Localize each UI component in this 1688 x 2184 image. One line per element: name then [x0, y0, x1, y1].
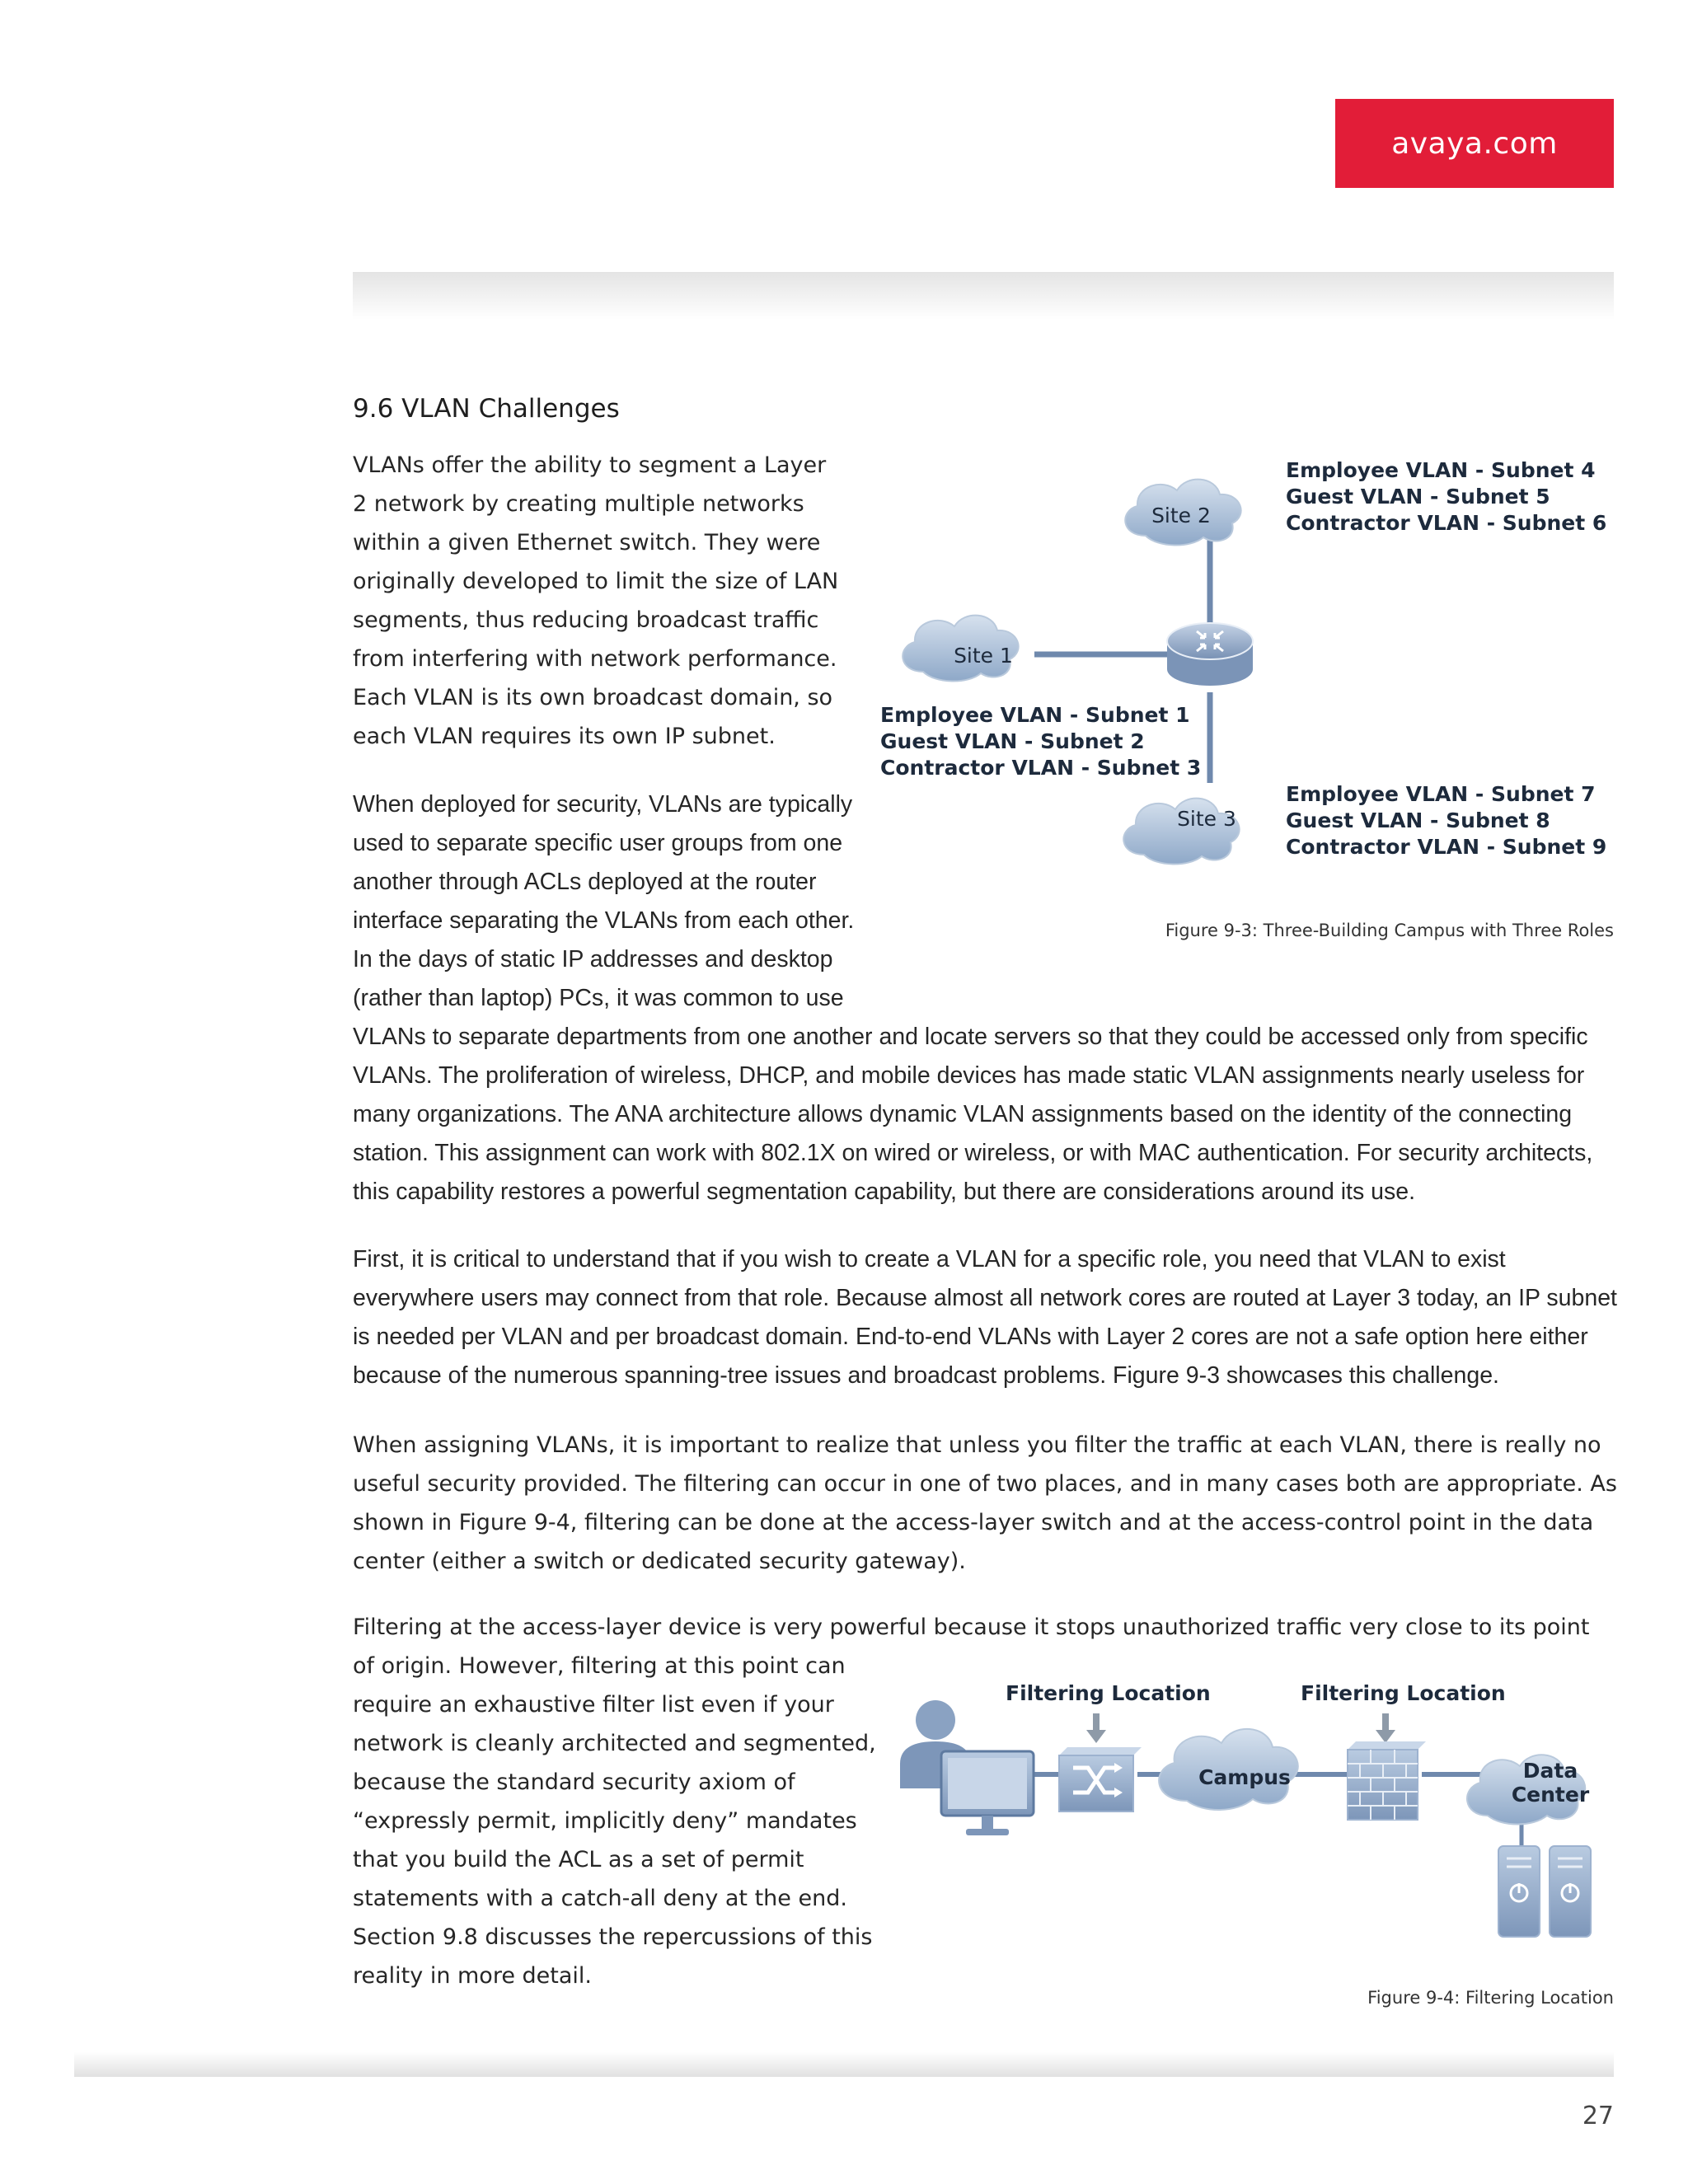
figure-9-3-diagram	[874, 445, 1615, 865]
site-3-label: Site 3	[1177, 807, 1236, 831]
text-line: of origin. However, filtering at this point can	[353, 1653, 846, 1679]
text-line: because of the numerous spanning-tree issues and broadcast problems. Figure 9-3 showcases this challenge.	[353, 1362, 1499, 1389]
text-line: 2 network by creating multiple networks	[353, 491, 804, 517]
text-line: everywhere users may connect from that role. Because almost all network cores are routed at Layer 3 today, an IP subnet	[353, 1285, 1617, 1311]
arrow-down-icon	[1376, 1713, 1395, 1743]
text-line: because the standard security axiom of	[353, 1769, 795, 1795]
text-line: “expressly permit, implicitly deny” mandates	[353, 1808, 857, 1834]
site-2-vlan-label: Guest VLAN - Subnet 5	[1286, 485, 1550, 509]
text-line: reality in more detail.	[353, 1963, 592, 1989]
text-line: require an exhaustive filter list even if your	[353, 1692, 834, 1718]
text-line: many organizations. The ANA architecture allows dynamic VLAN assignments based on the identity of the connecting	[353, 1101, 1573, 1127]
site-2-label: Site 2	[1151, 504, 1211, 527]
site-1-vlan-label: Guest VLAN - Subnet 2	[880, 729, 1145, 753]
data-center-label: Data	[1522, 1759, 1578, 1783]
text-line: shown in Figure 9-4, filtering can be done at the access-layer switch and at the access-control point in the data	[353, 1510, 1594, 1535]
text-line: is needed per VLAN and per broadcast domain. End-to-end VLANs with Layer 2 cores are not a safe option here either	[353, 1324, 1588, 1350]
text-line: originally developed to limit the size of LAN	[353, 569, 839, 594]
figure-9-3-caption: Figure 9-3: Three-Building Campus with Three Roles	[1165, 921, 1614, 940]
text-line: (rather than laptop) PCs, it was common to use	[353, 985, 844, 1011]
text-line: When assigning VLANs, it is important to realize that unless you filter the traffic at each VLAN, there is really no	[353, 1432, 1601, 1458]
text-line: When deployed for security, VLANs are typically	[353, 791, 853, 818]
text-line: Filtering at the access-layer device is very powerful because it stops unauthorized traffic very close to its point	[353, 1615, 1590, 1640]
server-icon	[1550, 1846, 1591, 1937]
site-3-vlan-label: Employee VLAN - Subnet 7	[1286, 782, 1596, 806]
section-title: 9.6 VLAN Challenges	[353, 394, 620, 424]
text-line: Section 9.8 discusses the repercussions of this	[353, 1924, 873, 1950]
page-number: 27	[1582, 2102, 1614, 2130]
data-center-label: Center	[1511, 1783, 1590, 1807]
text-line: center (either a switch or dedicated security gateway).	[353, 1549, 966, 1574]
text-line: from interfering with network performance.	[353, 646, 837, 672]
site-3-vlan-label: Contractor VLAN - Subnet 9	[1286, 835, 1607, 859]
arrow-down-icon	[1086, 1713, 1106, 1743]
monitor-icon	[941, 1751, 1034, 1835]
text-line: VLANs offer the ability to segment a Layer	[353, 452, 827, 478]
figure-9-4-diagram	[890, 1677, 1615, 1957]
campus-label: Campus	[1198, 1765, 1291, 1789]
filtering-location-label-2: Filtering Location	[1301, 1681, 1506, 1705]
figure-9-4-caption: Figure 9-4: Filtering Location	[1367, 1988, 1614, 2008]
paragraph-3	[353, 1240, 1617, 1395]
text-line: First, it is critical to understand that if you wish to create a VLAN for a specific role, you need that VLAN to exist	[353, 1246, 1506, 1272]
site-1-vlan-label: Employee VLAN - Subnet 1	[880, 703, 1190, 727]
text-line: network is cleanly architected and segmented,	[353, 1731, 876, 1756]
site-2-vlan-label: Employee VLAN - Subnet 4	[1286, 458, 1596, 482]
switch-icon	[1059, 1747, 1142, 1811]
firewall-icon	[1348, 1741, 1426, 1820]
text-line: segments, thus reducing broadcast traffic	[353, 607, 819, 633]
text-line: station. This assignment can work with 802.1X on wired or wireless, or with MAC authentication. For security architects,	[353, 1140, 1593, 1166]
text-line: used to separate specific user groups from one	[353, 830, 843, 856]
footer-rule	[74, 2052, 1614, 2077]
header-rule	[353, 272, 1614, 320]
text-line: each VLAN requires its own IP subnet.	[353, 724, 776, 749]
text-line: useful security provided. The filtering can occur in one of two places, and in many cases both are appropriate. As	[353, 1471, 1617, 1497]
router-icon	[1167, 623, 1253, 686]
text-line: VLANs to separate departments from one another and locate servers so that they could be accessed only from specific	[353, 1024, 1588, 1050]
site-1-label: Site 1	[954, 644, 1013, 668]
text-line: statements with a catch-all deny at the end.	[353, 1886, 847, 1911]
text-line: within a given Ethernet switch. They were	[353, 530, 821, 555]
text-line: that you build the ACL as a set of permit	[353, 1847, 804, 1872]
text-line: another through ACLs deployed at the router	[353, 869, 817, 895]
site-3-vlan-label: Guest VLAN - Subnet 8	[1286, 808, 1550, 832]
brand-badge[interactable]: avaya.com	[1335, 99, 1614, 188]
text-line: this capability restores a powerful segmentation capability, but there are considerations around its use.	[353, 1179, 1416, 1205]
paragraph-1	[353, 446, 838, 756]
text-line: VLANs. The proliferation of wireless, DHCP, and mobile devices has made static VLAN assignments nearly useless for	[353, 1062, 1585, 1089]
text-line: Each VLAN is its own broadcast domain, so	[353, 685, 833, 710]
text-line: In the days of static IP addresses and desktop	[353, 946, 833, 972]
site-2-vlan-label: Contractor VLAN - Subnet 6	[1286, 511, 1607, 535]
paragraph-4	[353, 1426, 1617, 1581]
site-1-vlan-label: Contractor VLAN - Subnet 3	[880, 756, 1202, 780]
server-icon	[1498, 1846, 1540, 1937]
filtering-location-label-1: Filtering Location	[1006, 1681, 1211, 1705]
text-line: interface separating the VLANs from each other.	[353, 907, 855, 934]
